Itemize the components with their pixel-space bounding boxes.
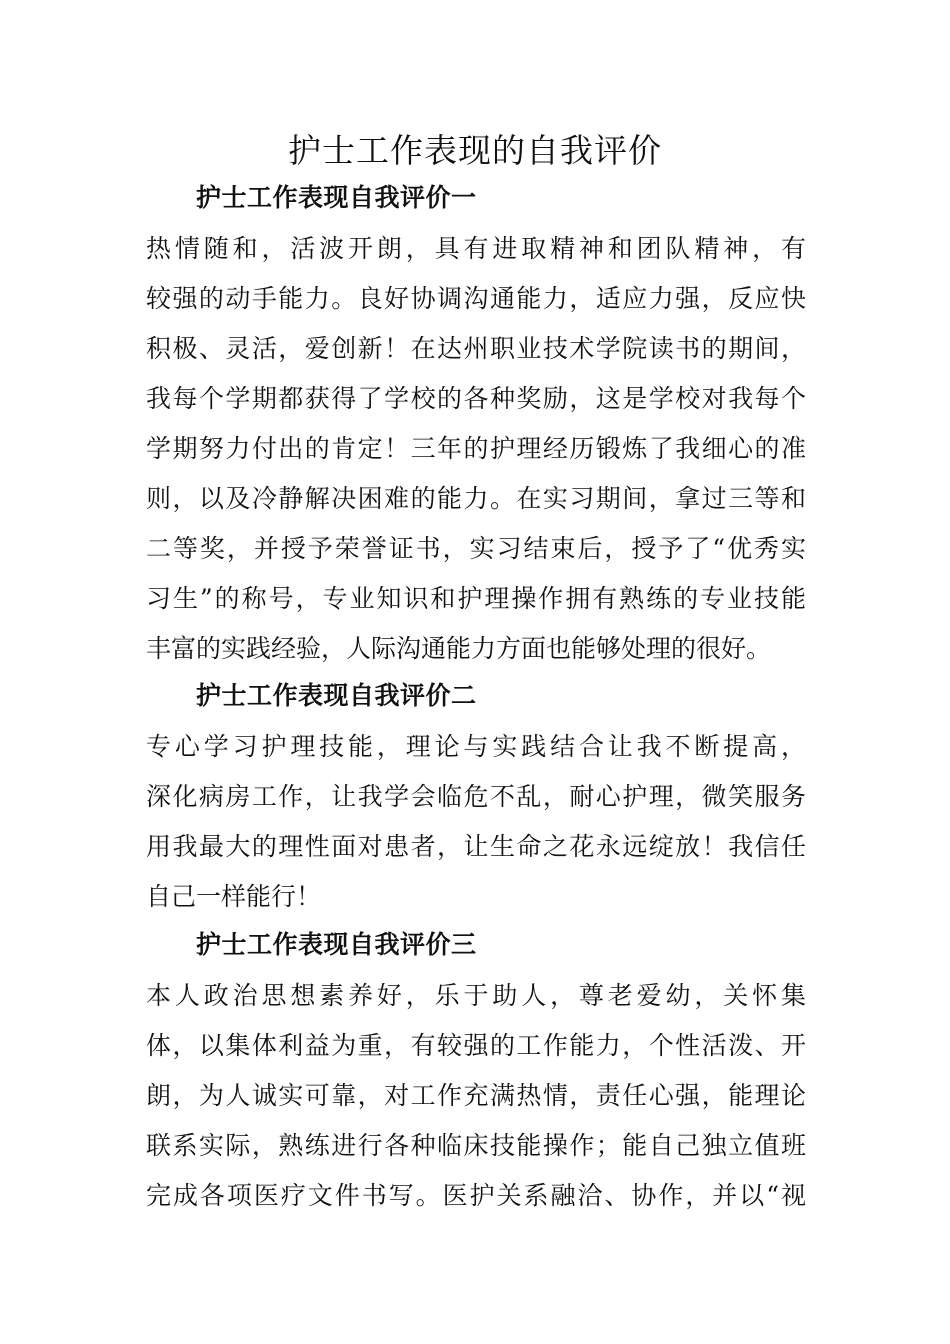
paragraph-line: 热情随和，活波开朗，具有进取精神和团队精神，有 — [146, 234, 806, 263]
section-heading-3: 护士工作表现自我评价三 — [196, 930, 477, 959]
section-paragraph-2 — [146, 722, 806, 922]
paragraph-line: 丰富的实践经验，人际沟通能力方面也能够处理的很好。 — [146, 634, 772, 663]
paragraph-line: 深化病房工作，让我学会临危不乱，耐心护理，微笑服务 — [146, 782, 806, 811]
paragraph-line: 本人政治思想素养好，乐于助人，尊老爱幼，关怀集 — [146, 981, 806, 1010]
paragraph-line: 习生”的称号，专业知识和护理操作拥有熟练的专业技能 — [146, 584, 806, 613]
paragraph-line: 体，以集体利益为重，有较强的工作能力，个性活泼、开 — [146, 1031, 806, 1060]
paragraph-line: 完成各项医疗文件书写。医护关系融洽、协作，并以“视 — [146, 1181, 806, 1210]
section-paragraph-1 — [146, 224, 806, 674]
paragraph-line: 则，以及冷静解决困难的能力。在实习期间，拿过三等和 — [146, 484, 806, 513]
section-paragraph-3 — [146, 971, 806, 1221]
paragraph-line: 朗，为人诚实可靠，对工作充满热情，责任心强，能理论 — [146, 1081, 806, 1110]
paragraph-line: 积极、灵活，爱创新！在达州职业技术学院读书的期间， — [146, 334, 806, 363]
paragraph-line: 联系实际，熟练进行各种临床技能操作；能自己独立值班 — [146, 1131, 806, 1160]
paragraph-line: 较强的动手能力。良好协调沟通能力，适应力强，反应快 — [146, 284, 806, 313]
paragraph-line: 学期努力付出的肯定！三年的护理经历锻炼了我细心的准 — [146, 434, 806, 463]
paragraph-line: 用我最大的理性面对患者，让生命之花永远绽放！我信任 — [146, 832, 806, 861]
paragraph-line: 自己一样能行！ — [146, 882, 322, 911]
paragraph-line: 二等奖，并授予荣誉证书，实习结束后，授予了“优秀实 — [146, 534, 806, 563]
document-title: 护士工作表现的自我评价 — [288, 131, 662, 170]
paragraph-line: 专心学习护理技能，理论与实践结合让我不断提高， — [146, 732, 806, 761]
section-heading-2: 护士工作表现自我评价二 — [196, 681, 477, 710]
paragraph-line: 我每个学期都获得了学校的各种奖励，这是学校对我每个 — [146, 384, 806, 413]
section-heading-1: 护士工作表现自我评价一 — [196, 183, 477, 212]
